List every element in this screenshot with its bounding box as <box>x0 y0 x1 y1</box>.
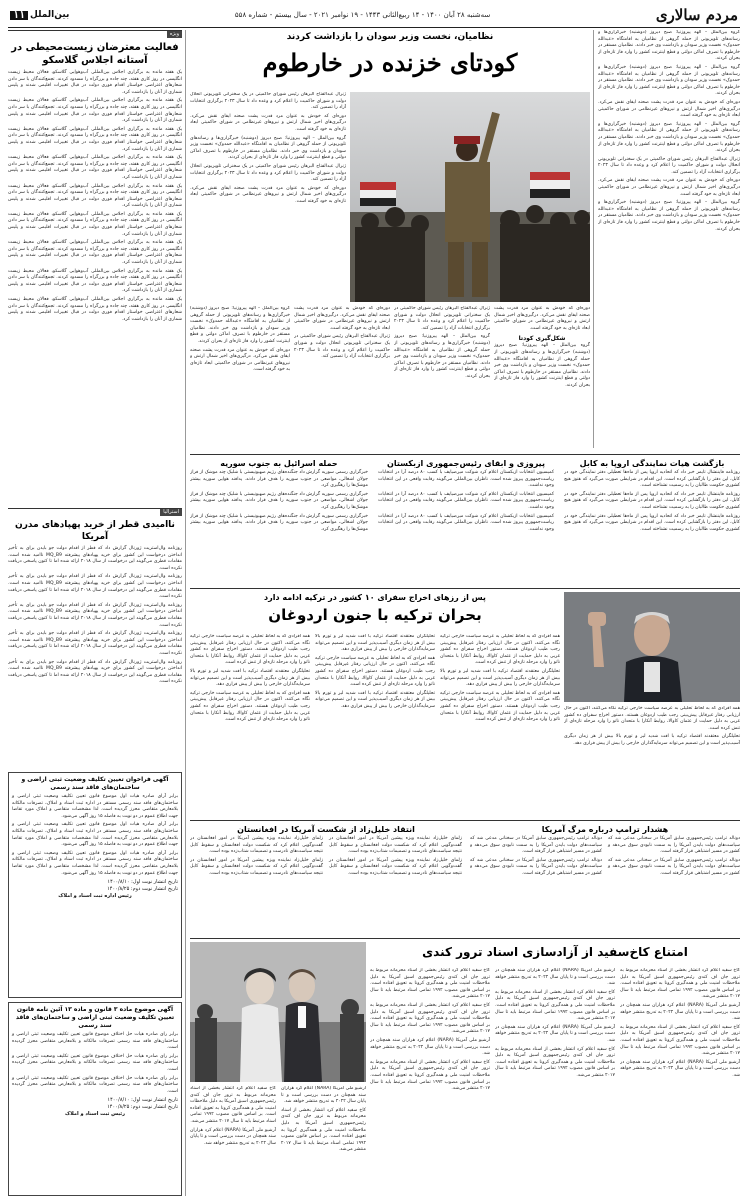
notice2-date1: تاریخ انتشار نوبت اول: ۱۴۰۰/۸/۱۰ <box>107 1097 178 1104</box>
legal-notice-1: آگهی فراخوان تعیین تکلیف وضعیت ثبتی اراضی و ساختمان‌های فاقد سند رسمی برابر آرای صادره هیات اول موضوع قانون تعیین تکلیف وضعیت ثبتی اراضی و ساختمان‌های فاقد سند رسمی مستقر در اداره ثبت اسناد و املاک، تصرفات مالکانه بلامعارض متقاضی محرز گردیده است. لذا مشخصات متقاضی و املاک مورد تقاضا جهت اطلاع عموم در دو نوبت به فاصله ۱۵ روز آگهی می‌شود. برابر آرای صادره هیات اول موضوع قانون تعیین تکلیف وضعیت ثبتی اراضی و ساختمان‌های فاقد سند رسمی مستقر در اداره ثبت اسناد و املاک، تصرفات مالکانه بلامعارض متقاضی محرز گردیده است. لذا مشخصات متقاضی و املاک مورد تقاضا جهت اطلاع عموم در دو نوبت به فاصله ۱۵ روز آگهی می‌شود. برابر آرای صادره هیات اول موضوع قانون تعیین تکلیف وضعیت ثبتی اراضی و ساختمان‌های فاقد سند رسمی مستقر در اداره ثبت اسناد و املاک، تصرفات مالکانه بلامعارض متقاضی محرز گردیده است. لذا مشخصات متقاضی و املاک مورد تقاضا جهت اطلاع عموم در دو نوبت به فاصله ۱۵ روز آگهی می‌شود. تاریخ انتشار نوبت اول: ۱۴۰۰/۸/۱۰ تاریخ انتشار نوبت دوم: ۱۴۰۰/۸/۲۵ رئیس اداره ثبت اسناد و املاک <box>8 772 182 998</box>
notice2-date2: تاریخ انتشار نوبت دوم: ۱۴۰۰/۸/۲۵ <box>107 1104 178 1111</box>
lead-body-right: گروه بین‌الملل – الهه پیروزنیا: صبح دیروز (دوشنبه) خبرگزاری‌ها و رسانه‌های تلویزیونی از حمله گروهی از نظامیان به اقامتگاه «عبدالله حمدوک» نخست وزیر سودان و بازداشت وی خبر دادند. نظامیان مستقر در خارطوم با تصرف اماکن دولتی و قطع اینترنت کشور را وارد فاز تازه‌ای از بحران کردند. گروه بین‌الملل – الهه پیروزنیا: صبح دیروز (دوشنبه) خبرگزاری‌ها و رسانه‌های تلویزیونی از حمله گروهی از نظامیان به اقامتگاه «عبدالله حمدوک» نخست وزیر سودان و بازداشت وی خبر دادند. نظامیان مستقر در خارطوم با تصرف اماکن دولتی و قطع اینترنت کشور را وارد فاز تازه‌ای از بحران کردند. دوره‌ای که خودش به عنوان مرد قدرت پشت صحنه ایفای نقش می‌کرد. درگیری‌های اخیر شمال ارتش و نیروهای غیرنظامی در شورای حاکمیتی ابعاد تازه‌ای به خود گرفته است. گروه بین‌الملل – الهه پیروزنیا: صبح دیروز (دوشنبه) خبرگزاری‌ها و رسانه‌های تلویزیونی از حمله گروهی از نظامیان به اقامتگاه «عبدالله حمدوک» نخست وزیر سودان و بازداشت وی خبر دادند. نظامیان مستقر در خارطوم با تصرف اماکن دولتی و قطع اینترنت کشور را وارد فاز تازه‌ای از بحران کردند. ژنرال عبدالفتاح البرهان رئیس شورای حاکمیتی در یک سخنرانی تلویزیونی انحلال دولت و شورای حاکمیت را اعلام کرد و وعده داد تا سال ۲۰۲۳ برگزاری انتخابات آزاد را تضمین کند. دوره‌ای که خودش به عنوان مرد قدرت پشت صحنه ایفای نقش می‌کرد. درگیری‌های اخیر شمال ارتش و نیروهای غیرنظامی در شورای حاکمیتی ابعاد تازه‌ای به خود گرفته است. گروه بین‌الملل – الهه پیروزنیا: صبح دیروز (دوشنبه) خبرگزاری‌ها و رسانه‌های تلویزیونی از حمله گروهی از نظامیان به اقامتگاه «عبدالله حمدوک» نخست وزیر سودان و بازداشت وی خبر دادند. نظامیان مستقر در خارطوم با تصرف اماکن دولتی و قطع اینترنت کشور را وارد فاز تازه‌ای از بحران کردند. <box>598 30 740 232</box>
turkey-headline-block <box>190 592 560 630</box>
section-tag <box>10 11 69 20</box>
story-trump: هشدار ترامپ درباره مرگ آمریکا دونالد ترامپ رئیس‌جمهوری سابق آمریکا در سخنانی مدعی شد که سیاست‌های دولت بایدن آمریکا را به سمت نابودی سوق می‌دهد و کشور در مسیر اشتباهی قرار گرفته است. دونالد ترامپ رئیس‌جمهوری سابق آمریکا در سخنانی مدعی شد که سیاست‌های دولت بایدن آمریکا را به سمت نابودی سوق می‌دهد و کشور در مسیر اشتباهی قرار گرفته است. دونالد ترامپ رئیس‌جمهوری سابق آمریکا در سخنانی مدعی شد که سیاست‌های دولت بایدن آمریکا را به سمت نابودی سوق می‌دهد و کشور در مسیر اشتباهی قرار گرفته است. دونالد ترامپ رئیس‌جمهوری سابق آمریکا در سخنانی مدعی شد که سیاست‌های دولت بایدن آمریکا را به سمت نابودی سوق می‌دهد و کشور در مسیر اشتباهی قرار گرفته است. <box>470 825 740 876</box>
newspaper-logo: مردم سالاری <box>655 6 738 24</box>
sidebar2-label: استرالیا <box>160 509 182 516</box>
turkey-headline: بحران ترکیه با جنون اردوغان <box>268 606 482 624</box>
notice1-signature: رئیس اداره ثبت اسناد و املاک <box>58 893 132 900</box>
turkey-col-1: همه افرادی که به لحاظ تحلیلی به عرصه سیاست خارجی ترکیه نگاه می‌کنند، اکنون در حال ارزیابی رفتار غیرقابل پیش‌بینی رجب طیب اردوغان هستند. دستور اخراج سفرای ده کشور غربی به دلیل حمایت از عثمان کاوالا، روابط آنکارا با متحدان ناتو را وارد مرحله تازه‌ای از تنش کرده است. تحلیلگران معتقدند اقتصاد ترکیه با افت شدید لیر و تورم بالا بیش از هر زمان دیگری آسیب‌پذیر است و این تصمیم می‌تواند سرمایه‌گذاران خارجی را بیش از پیش فراری دهد. همه افرادی که به لحاظ تحلیلی به عرصه سیاست خارجی ترکیه نگاه می‌کنند، اکنون در حال ارزیابی رفتار غیرقابل پیش‌بینی رجب طیب اردوغان هستند. دستور اخراج سفرای ده کشور غربی به دلیل حمایت از عثمان کاوالا، روابط آنکارا با متحدان ناتو را وارد مرحله تازه‌ای از تنش کرده است. <box>440 634 560 723</box>
sidebar2-headline: ناامیدی قطر از خرید پهپادهای مدرن آمریکا <box>15 520 175 542</box>
jfk-headline: امتناع کاخ‌سفید از آزادسازی اسناد ترور کندی <box>422 945 688 959</box>
issue-line: سه‌شنبه ۲۸ آبان ۱۴۰۰ - ۱۴ ربیع‌الثانی ۱۴۴۳ - ۱۹ نوامبر ۲۰۲۱ - سال بیستم - شماره ۵۵۸ <box>234 11 491 19</box>
notice2-signature: رئیس ثبت اسناد و املاک <box>65 1111 125 1118</box>
lead-col-2: ژنرال عبدالفتاح البرهان رئیس شورای حاکمیتی در یک سخنرانی تلویزیونی انحلال دولت و شورای حاکمیت را اعلام کرد و وعده داد تا سال ۲۰۲۳ برگزاری انتخابات آزاد را تضمین کند. گروه بین‌الملل – الهه پیروزنیا: صبح دیروز (دوشنبه) خبرگزاری‌ها و رسانه‌های تلویزیونی از حمله گروهی از نظامیان به اقامتگاه «عبدالله حمدوک» نخست وزیر سودان و بازداشت وی خبر دادند. نظامیان مستقر در خارطوم با تصرف اماکن دولتی و قطع اینترنت کشور را وارد فاز تازه‌ای از بحران کردند. <box>394 306 490 379</box>
sidebar-label: ویژه <box>167 31 182 38</box>
lead-col-4: گروه بین‌الملل – الهه پیروزنیا: صبح دیروز (دوشنبه) خبرگزاری‌ها و رسانه‌های تلویزیونی از حمله گروهی از نظامیان به اقامتگاه «عبدالله حمدوک» نخست وزیر سودان و بازداشت وی خبر دادند. نظامیان مستقر در خارطوم با تصرف اماکن دولتی و قطع اینترنت کشور را وارد فاز تازه‌ای از بحران کردند. دوره‌ای که خودش به عنوان مرد قدرت پشت صحنه ایفای نقش می‌کرد. درگیری‌های اخیر شمال ارتش و نیروهای غیرنظامی در شورای حاکمیتی ابعاد تازه‌ای به خود گرفته است. <box>190 306 290 373</box>
lead-headline: کودتای خزنده در خارطوم <box>262 48 518 77</box>
sidebar-body: یک هفته مانده به برگزاری اجلاس بین‌المللی آب‌وهوایی گلاسکو، فعالان محیط زیست انگلیسی در روز کاری هفته، چند جاده و بزرگراه را مسدود کردند. تجمع‌کنندگان با سر دادن شعارهای اعتراضی خواستار اقدام فوری دولت در قبال تغییرات اقلیمی شدند و پلیس شماری از آنان را بازداشت کرد. یک هفته مانده به برگزاری اجلاس بین‌المللی آب‌وهوایی گلاسکو، فعالان محیط زیست انگلیسی در روز کاری هفته، چند جاده و بزرگراه را مسدود کردند. تجمع‌کنندگان با سر دادن شعارهای اعتراضی خواستار اقدام فوری دولت در قبال تغییرات اقلیمی شدند و پلیس شماری از آنان را بازداشت کرد. یک هفته مانده به برگزاری اجلاس بین‌المللی آب‌وهوایی گلاسکو، فعالان محیط زیست انگلیسی در روز کاری هفته، چند جاده و بزرگراه را مسدود کردند. تجمع‌کنندگان با سر دادن شعارهای اعتراضی خواستار اقدام فوری دولت در قبال تغییرات اقلیمی شدند و پلیس شماری از آنان را بازداشت کرد. یک هفته مانده به برگزاری اجلاس بین‌المللی آب‌وهوایی گلاسکو، فعالان محیط زیست انگلیسی در روز کاری هفته، چند جاده و بزرگراه را مسدود کردند. تجمع‌کنندگان با سر دادن شعارهای اعتراضی خواستار اقدام فوری دولت در قبال تغییرات اقلیمی شدند و پلیس شماری از آنان را بازداشت کرد. یک هفته مانده به برگزاری اجلاس بین‌المللی آب‌وهوایی گلاسکو، فعالان محیط زیست انگلیسی در روز کاری هفته، چند جاده و بزرگراه را مسدود کردند. تجمع‌کنندگان با سر دادن شعارهای اعتراضی خواستار اقدام فوری دولت در قبال تغییرات اقلیمی شدند و پلیس شماری از آنان را بازداشت کرد. یک هفته مانده به برگزاری اجلاس بین‌المللی آب‌وهوایی گلاسکو، فعالان محیط زیست انگلیسی در روز کاری هفته، چند جاده و بزرگراه را مسدود کردند. تجمع‌کنندگان با سر دادن شعارهای اعتراضی خواستار اقدام فوری دولت در قبال تغییرات اقلیمی شدند و پلیس شماری از آنان را بازداشت کرد. یک هفته مانده به برگزاری اجلاس بین‌المللی آب‌وهوایی گلاسکو، فعالان محیط زیست انگلیسی در روز کاری هفته، چند جاده و بزرگراه را مسدود کردند. تجمع‌کنندگان با سر دادن شعارهای اعتراضی خواستار اقدام فوری دولت در قبال تغییرات اقلیمی شدند و پلیس شماری از آنان را بازداشت کرد. یک هفته مانده به برگزاری اجلاس بین‌المللی آب‌وهوایی گلاسکو، فعالان محیط زیست انگلیسی در روز کاری هفته، چند جاده و بزرگراه را مسدود کردند. تجمع‌کنندگان با سر دادن شعارهای اعتراضی خواستار اقدام فوری دولت در قبال تغییرات اقلیمی شدند و پلیس شماری از آنان را بازداشت کرد. یک هفته مانده به برگزاری اجلاس بین‌المللی آب‌وهوایی گلاسکو، فعالان محیط زیست انگلیسی در روز کاری هفته، چند جاده و بزرگراه را مسدود کردند. تجمع‌کنندگان با سر دادن شعارهای اعتراضی خواستار اقدام فوری دولت در قبال تغییرات اقلیمی شدند و پلیس شماری از آنان را بازداشت کرد. <box>8 70 182 322</box>
lead-subhead: شکل‌گیری کودتا <box>518 335 566 343</box>
sidebar-headline: فعالیت معترضان زیست‌محیطی در آستانه اجلاس گلاسکو <box>11 42 179 66</box>
notice1-date2: تاریخ انتشار نوبت دوم: ۱۴۰۰/۸/۲۵ <box>107 886 178 893</box>
lead-kicker: نظامیان، نخست وزیر سودان را بازداشت کردند <box>286 32 494 42</box>
turkey-col-2: تحلیلگران معتقدند اقتصاد ترکیه با افت شدید لیر و تورم بالا بیش از هر زمان دیگری آسیب‌پذیر است و این تصمیم می‌تواند سرمایه‌گذاران خارجی را بیش از پیش فراری دهد. همه افرادی که به لحاظ تحلیلی به عرصه سیاست خارجی ترکیه نگاه می‌کنند، اکنون در حال ارزیابی رفتار غیرقابل پیش‌بینی رجب طیب اردوغان هستند. دستور اخراج سفرای ده کشور غربی به دلیل حمایت از عثمان کاوالا، روابط آنکارا با متحدان ناتو را وارد مرحله تازه‌ای از تنش کرده است. تحلیلگران معتقدند اقتصاد ترکیه با افت شدید لیر و تورم بالا بیش از هر زمان دیگری آسیب‌پذیر است و این تصمیم می‌تواند سرمایه‌گذاران خارجی را بیش از پیش فراری دهد. <box>315 634 435 709</box>
notice1-date1: تاریخ انتشار نوبت اول: ۱۴۰۰/۸/۱۰ <box>107 879 178 886</box>
turkey-kicker: پس از رزهای اخراج سفرای ۱۰ کشور در ترکیه ادامه دارد <box>264 593 486 602</box>
masthead <box>8 4 740 28</box>
jfk-headline-block <box>370 942 740 966</box>
legal-notice-2: آگهی موضوع ماده ۳ قانون و ماده ۱۳ آئین نامه قانون تعیین تکلیف وضعیت ثبتی اراضی و ساختمان‌های فاقد سند رسمی برابر رای صادره هیات حل اختلاف موضوع قانون تعیین تکلیف وضعیت ثبتی اراضی و ساختمان‌های فاقد سند رسمی تصرفات مالکانه و بلامعارض متقاضی محرز گردیده است. برابر رای صادره هیات حل اختلاف موضوع قانون تعیین تکلیف وضعیت ثبتی اراضی و ساختمان‌های فاقد سند رسمی تصرفات مالکانه و بلامعارض متقاضی محرز گردیده است. برابر رای صادره هیات حل اختلاف موضوع قانون تعیین تکلیف وضعیت ثبتی اراضی و ساختمان‌های فاقد سند رسمی تصرفات مالکانه و بلامعارض متقاضی محرز گردیده است. تاریخ انتشار نوبت اول: ۱۴۰۰/۸/۱۰ تاریخ انتشار نوبت دوم: ۱۴۰۰/۸/۲۵ رئیس ثبت اسناد و املاک <box>8 1002 182 1196</box>
page-grid <box>8 30 740 1196</box>
page-number: ۱۱ <box>10 11 28 20</box>
story-israel-syria: حمله اسرائیل به جنوب سوریه خبرگزاری رسمی سوریه گزارش داد جنگنده‌های رژیم صهیونیستی با شلیک چند موشک از فراز جولان اشغالی، مواضعی در جنوب سوریه را هدف قرار دادند. پدافند هوایی سوریه بیشتر موشک‌ها را رهگیری کرد. خبرگزاری رسمی سوریه گزارش داد جنگنده‌های رژیم صهیونیستی با شلیک چند موشک از فراز جولان اشغالی، مواضعی در جنوب سوریه را هدف قرار دادند. پدافند هوایی سوریه بیشتر موشک‌ها را رهگیری کرد. خبرگزاری رسمی سوریه گزارش داد جنگنده‌های رژیم صهیونیستی با شلیک چند موشک از فراز جولان اشغالی، مواضعی در جنوب سوریه را هدف قرار دادند. پدافند هوایی سوریه بیشتر موشک‌ها را رهگیری کرد. <box>190 459 368 532</box>
lead-col-3: دوره‌ای که خودش به عنوان مرد قدرت پشت صحنه ایفای نقش می‌کرد. درگیری‌های اخیر شمال ارتش و نیروهای غیرنظامی در شورای حاکمیتی ابعاد تازه‌ای به خود گرفته است. ژنرال عبدالفتاح البرهان رئیس شورای حاکمیتی در یک سخنرانی تلویزیونی انحلال دولت و شورای حاکمیت را اعلام کرد و وعده داد تا سال ۲۰۲۳ برگزاری انتخابات آزاد را تضمین کند. <box>294 306 390 360</box>
kennedy-photo <box>190 942 366 1082</box>
khartoum-protest-photo <box>350 92 590 302</box>
jfk-col-3: کاخ سفید اعلام کرد انتشار بخشی از اسناد محرمانه مربوط به ترور جان اف کندی رئیس‌جمهوری اسبق آمریکا به دلیل ملاحظات امنیت ملی و همه‌گیری کرونا به تعویق افتاده است. بر اساس قانون مصوب ۱۹۹۲ تمامی اسناد مرتبط باید تا سال ۲۰۱۷ منتشر می‌شد. کاخ سفید اعلام کرد انتشار بخشی از اسناد محرمانه مربوط به ترور جان اف کندی رئیس‌جمهوری اسبق آمریکا به دلیل ملاحظات امنیت ملی و همه‌گیری کرونا به تعویق افتاده است. بر اساس قانون مصوب ۱۹۹۲ تمامی اسناد مرتبط باید تا سال ۲۰۱۷ منتشر می‌شد. آرشیو ملی آمریکا (NARA) اعلام کرد هزاران سند همچنان در دست بررسی است و تا پایان سال ۲۰۲۲ به تدریج منتشر خواهد شد. کاخ سفید اعلام کرد انتشار بخشی از اسناد محرمانه مربوط به ترور جان اف کندی رئیس‌جمهوری اسبق آمریکا به دلیل ملاحظات امنیت ملی و همه‌گیری کرونا به تعویق افتاده است. بر اساس قانون مصوب ۱۹۹۲ تمامی اسناد مرتبط باید تا سال ۲۰۱۷ منتشر می‌شد. <box>370 968 490 1092</box>
story-khalilzad: انتقاد خلیل‌زاد از شکست آمریکا در افغانستان زلمای خلیل‌زاد نماینده ویژه پیشین آمریکا در امور افغانستان در گفت‌وگویی اعلام کرد که شکست دولت افغانستان و سقوط کابل نتیجه سیاست‌های نادرست و تصمیمات شتاب‌زده بوده است. زلمای خلیل‌زاد نماینده ویژه پیشین آمریکا در امور افغانستان در گفت‌وگویی اعلام کرد که شکست دولت افغانستان و سقوط کابل نتیجه سیاست‌های نادرست و تصمیمات شتاب‌زده بوده است. زلمای خلیل‌زاد نماینده ویژه پیشین آمریکا در امور افغانستان در گفت‌وگویی اعلام کرد که شکست دولت افغانستان و سقوط کابل نتیجه سیاست‌های نادرست و تصمیمات شتاب‌زده بوده است. زلمای خلیل‌زاد نماینده ویژه پیشین آمریکا در امور افغانستان در گفت‌وگویی اعلام کرد که شکست دولت افغانستان و سقوط کابل نتیجه سیاست‌های نادرست و تصمیمات شتاب‌زده بوده است. <box>190 825 462 876</box>
notice2-title: آگهی موضوع ماده ۳ قانون و ماده ۱۳ آئین نامه قانون تعیین تکلیف وضعیت ثبتی اراضی و ساختمان‌های فاقد سند رسمی <box>15 1006 175 1029</box>
jfk-col-4: آرشیو ملی آمریکا (NARA) اعلام کرد هزاران سند همچنان در دست بررسی است و تا پایان سال ۲۰۲۲ به تدریج منتشر خواهد شد. کاخ سفید اعلام کرد انتشار بخشی از اسناد محرمانه مربوط به ترور جان اف کندی رئیس‌جمهوری اسبق آمریکا به دلیل ملاحظات امنیت ملی و همه‌گیری کرونا به تعویق افتاده است. بر اساس قانون مصوب ۱۹۹۲ تمامی اسناد مرتبط باید تا سال ۲۰۱۷ منتشر می‌شد. <box>281 1086 366 1153</box>
sidebar-env-story <box>8 30 182 450</box>
sidebar2-body: روزنامه وال‌استریت ژورنال گزارش داد که قطر از اقدام دولت جو بایدن برای به تأخیر انداختن درخواست این کشور برای خرید پهپادهای پیشرفته MQ_B9 ناامید شده است. مقامات قطری می‌گویند این درخواست از سال ۲۰۱۸ ارائه شده اما تا کنون پاسخی دریافت نکرده است. روزنامه وال‌استریت ژورنال گزارش داد که قطر از اقدام دولت جو بایدن برای به تأخیر انداختن درخواست این کشور برای خرید پهپادهای پیشرفته MQ_B9 ناامید شده است. مقامات قطری می‌گویند این درخواست از سال ۲۰۱۸ ارائه شده اما تا کنون پاسخی دریافت نکرده است. روزنامه وال‌استریت ژورنال گزارش داد که قطر از اقدام دولت جو بایدن برای به تأخیر انداختن درخواست این کشور برای خرید پهپادهای پیشرفته MQ_B9 ناامید شده است. مقامات قطری می‌گویند این درخواست از سال ۲۰۱۸ ارائه شده اما تا کنون پاسخی دریافت نکرده است. روزنامه وال‌استریت ژورنال گزارش داد که قطر از اقدام دولت جو بایدن برای به تأخیر انداختن درخواست این کشور برای خرید پهپادهای پیشرفته MQ_B9 ناامید شده است. مقامات قطری می‌گویند این درخواست از سال ۲۰۱۸ ارائه شده اما تا کنون پاسخی دریافت نکرده است. روزنامه وال‌استریت ژورنال گزارش داد که قطر از اقدام دولت جو بایدن برای به تأخیر انداختن درخواست این کشور برای خرید پهپادهای پیشرفته MQ_B9 ناامید شده است. مقامات قطری می‌گویند این درخواست از سال ۲۰۱۸ ارائه شده اما تا کنون پاسخی دریافت نکرده است. <box>8 546 182 685</box>
jfk-col-5: کاخ سفید اعلام کرد انتشار بخشی از اسناد محرمانه مربوط به ترور جان اف کندی رئیس‌جمهوری اسبق آمریکا به دلیل ملاحظات امنیت ملی و همه‌گیری کرونا به تعویق افتاده است. بر اساس قانون مصوب ۱۹۹۲ تمامی اسناد مرتبط باید تا سال ۲۰۱۷ منتشر می‌شد. آرشیو ملی آمریکا (NARA) اعلام کرد هزاران سند همچنان در دست بررسی است و تا پایان سال ۲۰۲۲ به تدریج منتشر خواهد شد. <box>190 1086 276 1146</box>
erdogan-photo <box>564 592 740 702</box>
section-name: بین‌الملل <box>30 10 70 20</box>
story-uzbekistan: پیروزی و ابقای رئیس‌جمهوری ازبکستان کمیسیون انتخابات ازبکستان اعلام کرد شوکت میرضیایف با کسب ۸۰ درصد آرا در انتخابات ریاست‌جمهوری پیروز شده است. ناظران بین‌المللی می‌گویند رقابت واقعی در این انتخابات وجود نداشت. کمیسیون انتخابات ازبکستان اعلام کرد شوکت میرضیایف با کسب ۸۰ درصد آرا در انتخابات ریاست‌جمهوری پیروز شده است. ناظران بین‌المللی می‌گویند رقابت واقعی در این انتخابات وجود نداشت. کمیسیون انتخابات ازبکستان اعلام کرد شوکت میرضیایف با کسب ۸۰ درصد آرا در انتخابات ریاست‌جمهوری پیروز شده است. ناظران بین‌المللی می‌گویند رقابت واقعی در این انتخابات وجود نداشت. <box>378 459 554 532</box>
lead-col-1: دوره‌ای که خودش به عنوان مرد قدرت پشت صحنه ایفای نقش می‌کرد. درگیری‌های اخیر شمال ارتش و نیروهای غیرنظامی در شورای حاکمیتی ابعاد تازه‌ای به خود گرفته است. شکل‌گیری کودتا گروه بین‌الملل – الهه پیروزنیا: صبح دیروز (دوشنبه) خبرگزاری‌ها و رسانه‌های تلویزیونی از حمله گروهی از نظامیان به اقامتگاه «عبدالله حمدوک» نخست وزیر سودان و بازداشت وی خبر دادند. نظامیان مستقر در خارطوم با تصرف اماکن دولتی و قطع اینترنت کشور را وارد فاز تازه‌ای از بحران کردند. <box>494 306 590 388</box>
notice1-title: آگهی فراخوان تعیین تکلیف وضعیت ثبتی اراضی و ساختمان‌های فاقد سند رسمی <box>21 776 169 791</box>
lead-body-beside-photo: ژنرال عبدالفتاح البرهان رئیس شورای حاکمیتی در یک سخنرانی تلویزیونی انحلال دولت و شورای حاکمیت را اعلام کرد و وعده داد تا سال ۲۰۲۳ برگزاری انتخابات آزاد را تضمین کند. دوره‌ای که خودش به عنوان مرد قدرت پشت صحنه ایفای نقش می‌کرد. درگیری‌های اخیر شمال ارتش و نیروهای غیرنظامی در شورای حاکمیتی ابعاد تازه‌ای به خود گرفته است. گروه بین‌الملل – الهه پیروزنیا: صبح دیروز (دوشنبه) خبرگزاری‌ها و رسانه‌های تلویزیونی از حمله گروهی از نظامیان به اقامتگاه «عبدالله حمدوک» نخست وزیر سودان و بازداشت وی خبر دادند. نظامیان مستقر در خارطوم با تصرف اماکن دولتی و قطع اینترنت کشور را وارد فاز تازه‌ای از بحران کردند. ژنرال عبدالفتاح البرهان رئیس شورای حاکمیتی در یک سخنرانی تلویزیونی انحلال دولت و شورای حاکمیت را اعلام کرد و وعده داد تا سال ۲۰۲۳ برگزاری انتخابات آزاد را تضمین کند. دوره‌ای که خودش به عنوان مرد قدرت پشت صحنه ایفای نقش می‌کرد. درگیری‌های اخیر شمال ارتش و نیروهای غیرنظامی در شورای حاکمیتی ابعاد تازه‌ای به خود گرفته است. <box>190 92 346 204</box>
sidebar-qatar-story <box>8 508 182 770</box>
jfk-col-2: آرشیو ملی آمریکا (NARA) اعلام کرد هزاران سند همچنان در دست بررسی است و تا پایان سال ۲۰۲۲ به تدریج منتشر خواهد شد. کاخ سفید اعلام کرد انتشار بخشی از اسناد محرمانه مربوط به ترور جان اف کندی رئیس‌جمهوری اسبق آمریکا به دلیل ملاحظات امنیت ملی و همه‌گیری کرونا به تعویق افتاده است. بر اساس قانون مصوب ۱۹۹۲ تمامی اسناد مرتبط باید تا سال ۲۰۱۷ منتشر می‌شد. آرشیو ملی آمریکا (NARA) اعلام کرد هزاران سند همچنان در دست بررسی است و تا پایان سال ۲۰۲۲ به تدریج منتشر خواهد شد. کاخ سفید اعلام کرد انتشار بخشی از اسناد محرمانه مربوط به ترور جان اف کندی رئیس‌جمهوری اسبق آمریکا به دلیل ملاحظات امنیت ملی و همه‌گیری کرونا به تعویق افتاده است. بر اساس قانون مصوب ۱۹۹۲ تمامی اسناد مرتبط باید تا سال ۲۰۱۷ منتشر می‌شد. <box>495 968 615 1078</box>
story-eu-kabul: بازگشت هیات نمایندگی اروپا به کابل روزنامه فایننشال تایمز خبر داد که اتحادیه اروپا پس از ماه‌ها تعطیلی دفتر نمایندگی خود در کابل، این دفتر را بازگشایی کرده است. این اقدام در شرایطی صورت می‌گیرد که هنوز هیچ کشوری حکومت طالبان را به رسمیت نشناخته است. روزنامه فایننشال تایمز خبر داد که اتحادیه اروپا پس از ماه‌ها تعطیلی دفتر نمایندگی خود در کابل، این دفتر را بازگشایی کرده است. این اقدام در شرایطی صورت می‌گیرد که هنوز هیچ کشوری حکومت طالبان را به رسمیت نشناخته است. روزنامه فایننشال تایمز خبر داد که اتحادیه اروپا پس از ماه‌ها تعطیلی دفتر نمایندگی خود در کابل، این دفتر را بازگشایی کرده است. این اقدام در شرایطی صورت می‌گیرد که هنوز هیچ کشوری حکومت طالبان را به رسمیت نشناخته است. <box>564 459 740 532</box>
lead-headline-block <box>190 30 590 90</box>
turkey-col-3: همه افرادی که به لحاظ تحلیلی به عرصه سیاست خارجی ترکیه نگاه می‌کنند، اکنون در حال ارزیابی رفتار غیرقابل پیش‌بینی رجب طیب اردوغان هستند. دستور اخراج سفرای ده کشور غربی به دلیل حمایت از عثمان کاوالا، روابط آنکارا با متحدان ناتو را وارد مرحله تازه‌ای از تنش کرده است. تحلیلگران معتقدند اقتصاد ترکیه با افت شدید لیر و تورم بالا بیش از هر زمان دیگری آسیب‌پذیر است و این تصمیم می‌تواند سرمایه‌گذاران خارجی را بیش از پیش فراری دهد. همه افرادی که به لحاظ تحلیلی به عرصه سیاست خارجی ترکیه نگاه می‌کنند، اکنون در حال ارزیابی رفتار غیرقابل پیش‌بینی رجب طیب اردوغان هستند. دستور اخراج سفرای ده کشور غربی به دلیل حمایت از عثمان کاوالا، روابط آنکارا با متحدان ناتو را وارد مرحله تازه‌ای از تنش کرده است. <box>190 634 310 723</box>
turkey-col-under-photo: همه افرادی که به لحاظ تحلیلی به عرصه سیاست خارجی ترکیه نگاه می‌کنند، اکنون در حال ارزیابی رفتار غیرقابل پیش‌بینی رجب طیب اردوغان هستند. دستور اخراج سفرای ده کشور غربی به دلیل حمایت از عثمان کاوالا، روابط آنکارا با متحدان ناتو را وارد مرحله تازه‌ای از تنش کرده است. تحلیلگران معتقدند اقتصاد ترکیه با افت شدید لیر و تورم بالا بیش از هر زمان دیگری آسیب‌پذیر است و این تصمیم می‌تواند سرمایه‌گذاران خارجی را بیش از پیش فراری دهد. <box>564 706 740 746</box>
jfk-col-1: کاخ سفید اعلام کرد انتشار بخشی از اسناد محرمانه مربوط به ترور جان اف کندی رئیس‌جمهوری اسبق آمریکا به دلیل ملاحظات امنیت ملی و همه‌گیری کرونا به تعویق افتاده است. بر اساس قانون مصوب ۱۹۹۲ تمامی اسناد مرتبط باید تا سال ۲۰۱۷ منتشر می‌شد. آرشیو ملی آمریکا (NARA) اعلام کرد هزاران سند همچنان در دست بررسی است و تا پایان سال ۲۰۲۲ به تدریج منتشر خواهد شد. کاخ سفید اعلام کرد انتشار بخشی از اسناد محرمانه مربوط به ترور جان اف کندی رئیس‌جمهوری اسبق آمریکا به دلیل ملاحظات امنیت ملی و همه‌گیری کرونا به تعویق افتاده است. بر اساس قانون مصوب ۱۹۹۲ تمامی اسناد مرتبط باید تا سال ۲۰۱۷ منتشر می‌شد. آرشیو ملی آمریکا (NARA) اعلام کرد هزاران سند همچنان در دست بررسی است و تا پایان سال ۲۰۲۲ به تدریج منتشر خواهد شد. <box>620 968 740 1078</box>
